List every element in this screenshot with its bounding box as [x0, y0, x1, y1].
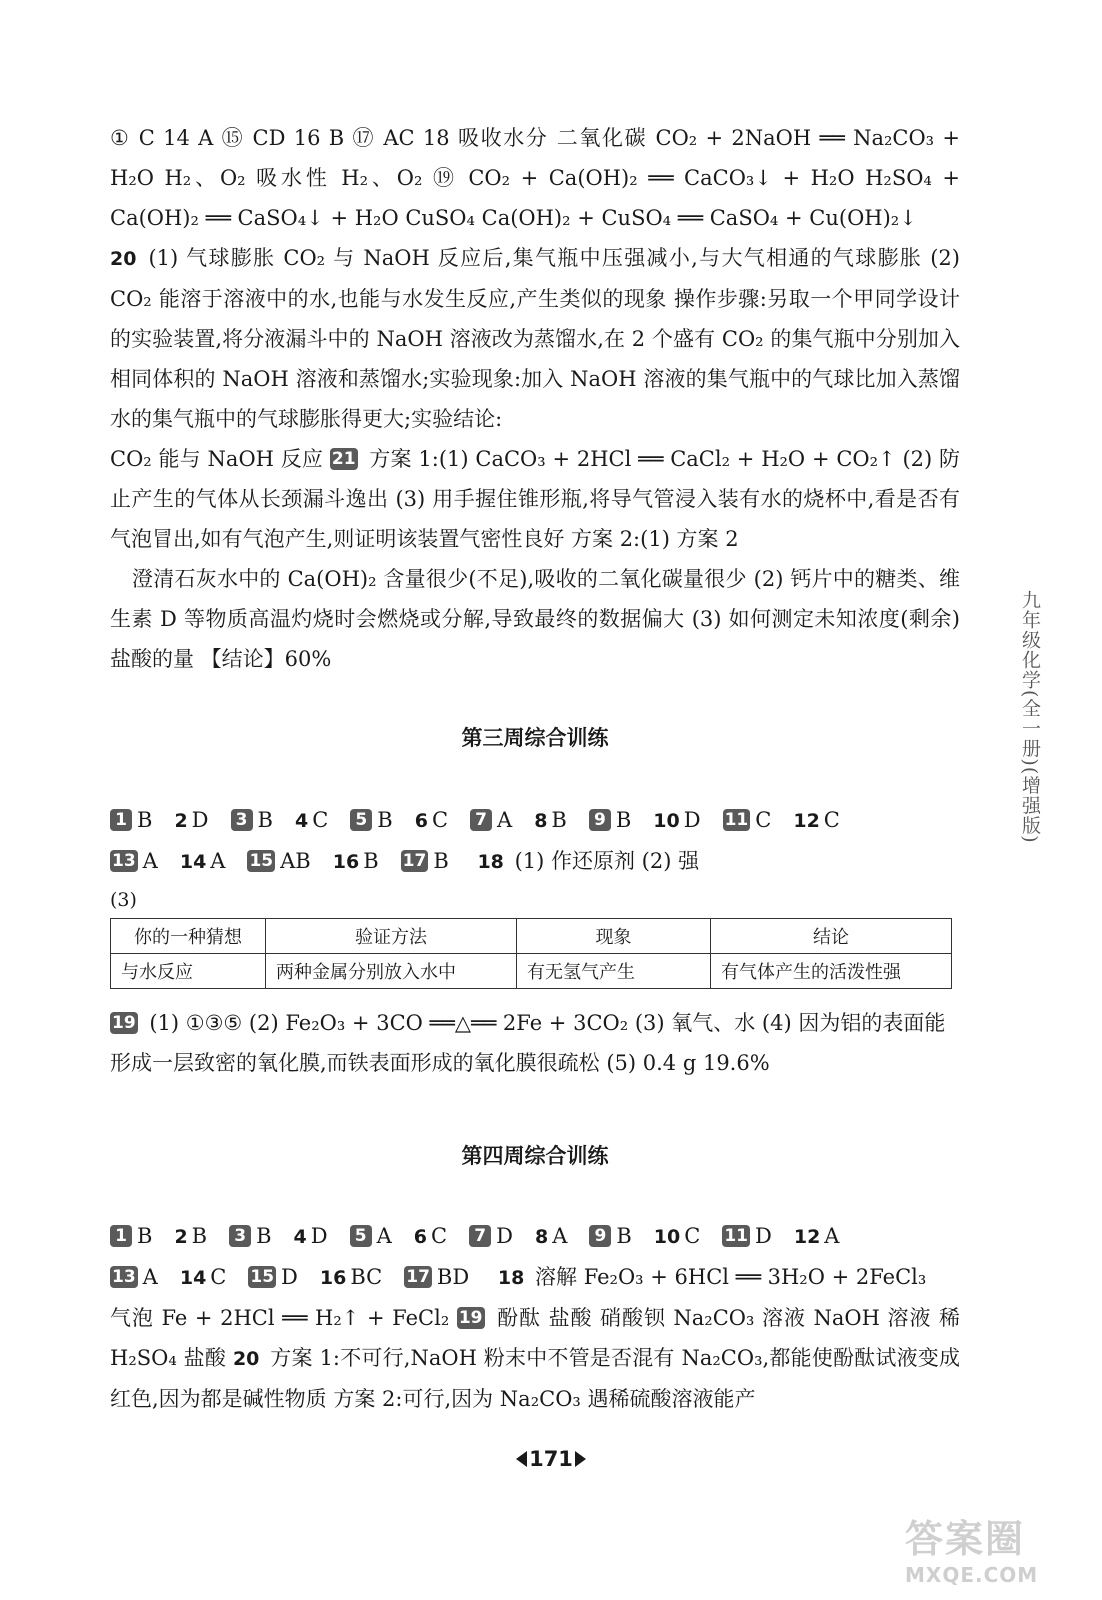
answer-letter: A: [142, 1265, 158, 1289]
week3-row2-choices: [110, 849, 471, 873]
week3-answers: [110, 800, 960, 1083]
answer-letter: C: [755, 808, 772, 832]
question-number: 7: [470, 809, 492, 831]
question-number: 13: [112, 851, 136, 871]
answer-letter: A: [376, 1224, 392, 1248]
answer-letter: D: [281, 1265, 298, 1289]
answer-letter: C: [431, 808, 449, 832]
answer-letter: BD: [436, 1265, 470, 1289]
w3-q19-line1: (1) ①③⑤ (2) Fe₂O₃ + 3CO ══△══ 2Fe + 3CO₂ (3) 氧气、水 (4) 因为铝的表面能: [149, 1011, 946, 1035]
q20-number: 20: [110, 248, 137, 270]
question-number: 12: [793, 810, 820, 832]
question-number: 9: [589, 809, 611, 831]
answer-letter: B: [377, 808, 393, 832]
answer-letter: A: [210, 849, 226, 873]
w3-q19-number: 19: [112, 1013, 136, 1033]
choice-answer: [110, 808, 152, 832]
question-number: 17: [406, 1267, 430, 1287]
answer-letter: B: [191, 1224, 208, 1248]
choice-answer: [589, 1224, 631, 1248]
choice-answer: [401, 849, 449, 873]
answer-letter: B: [616, 1224, 632, 1248]
table-row: [111, 954, 952, 989]
choice-answer: [470, 808, 512, 832]
question-number: 8: [534, 1226, 549, 1248]
question-number: 16: [319, 1267, 347, 1289]
choice-answer: [180, 1265, 227, 1289]
choice-answer: [295, 808, 328, 832]
question-number: 2: [174, 1226, 188, 1248]
question-number: 10: [653, 1226, 681, 1248]
table-cell: 有气体产生的活泼性强: [711, 954, 952, 989]
table-header: 验证方法: [266, 919, 517, 954]
question-number: 17: [402, 851, 427, 871]
table-cell: 两种金属分别放入水中: [266, 954, 517, 989]
answer-letter: D: [191, 808, 209, 832]
choice-answer: [231, 808, 273, 832]
answer-block-top: [110, 118, 960, 679]
answer-letter: B: [615, 808, 632, 832]
w4-q20-number: 20: [232, 1348, 260, 1370]
question-number: 1: [110, 1225, 132, 1247]
choice-answer: [654, 1224, 701, 1248]
w3-q18-part3: (3): [110, 889, 137, 911]
table-header: 现象: [517, 919, 711, 954]
answer-letter: A: [142, 849, 158, 873]
choice-answer: [723, 808, 772, 832]
choice-answer: [469, 1224, 513, 1248]
q21-text3: 澄清石灰水中的 Ca(OH)₂ 含量很少(不足),吸收的二氧化碳量很少 (2) 钙片中的糖类、维生素 D 等物质高温灼烧时会燃烧或分解,导致最终的数据偏大 (3) 如何测定未知浓度(剩余)盐酸的量 【结论】60%: [110, 567, 960, 671]
w4-q18-number: 18: [497, 1267, 525, 1289]
answer-letter: A: [552, 1224, 568, 1248]
answer-letter: B: [363, 849, 379, 873]
question-number: 15: [250, 1267, 275, 1287]
w4-q19-number: 19: [458, 1308, 483, 1328]
q21-text2: (2) 防止产生的气体从长颈漏斗逸出 (3) 用手握住锥形瓶,将导气管浸入装有水的烧杯中,看是否有气泡冒出,如有气泡产生,则证明该装置气密性良好 方案 2:(1) 方案 2: [110, 447, 961, 551]
w3-q18-number: 18: [477, 851, 504, 873]
question-number: 11: [724, 810, 749, 830]
right-triangle-icon: [575, 1451, 586, 1467]
table-header: 你的一种猜想: [111, 919, 266, 954]
answers-13-19: ① C 14 A ⑮ CD 16 B ⑰ AC 18 吸收水分 二氧化碳 CO₂ + 2NaOH ══ Na₂CO₃ + H₂O H₂、O₂ 吸水性 H₂、O₂ ⑲ CO₂ + Ca(OH)₂ ══ CaCO₃↓ + H₂O H₂SO₄ + Ca(OH)₂ ══ CaSO₄↓ + H₂O CuSO₄ Ca(OH)₂ + CuSO₄ ══ CaSO₄ + Cu(OH)₂↓: [110, 126, 960, 230]
question-number: 10: [653, 810, 680, 832]
answer-letter: A: [824, 1224, 840, 1248]
week3-title: 第三周综合训练: [461, 726, 609, 750]
answer-letter: BC: [350, 1265, 383, 1289]
week3-table: [110, 918, 952, 989]
q21-number: 21: [331, 449, 356, 469]
choice-answer: [653, 808, 700, 832]
question-number: 12: [793, 1226, 821, 1248]
q20-part1: (1) 气球膨胀 CO₂ 与 NaOH 反应后,集气瓶中压强减小,与大气相通的气球膨胀: [148, 246, 923, 270]
choice-answer: [110, 1224, 152, 1248]
answer-letter: C: [823, 808, 840, 832]
question-number: 14: [179, 1267, 207, 1289]
answer-letter: B: [433, 849, 449, 873]
choice-answer: [722, 1224, 772, 1248]
answer-letter: C: [312, 808, 329, 832]
answer-letter: B: [137, 1224, 153, 1248]
question-number: 8: [534, 810, 548, 832]
week4-title: 第四周综合训练: [461, 1144, 609, 1168]
week4-row1: [110, 1216, 960, 1257]
question-number: 11: [724, 1226, 748, 1246]
answer-letter: A: [497, 808, 513, 832]
answer-letter: AB: [280, 849, 311, 873]
w4-q18-text: 溶解 Fe₂O₃ + 6HCl ══ 3H₂O + 2FeCl₃: [535, 1265, 927, 1289]
question-number: 13: [112, 1267, 136, 1287]
question-number: 4: [294, 810, 309, 832]
choice-answer: [589, 808, 631, 832]
left-triangle-icon: [516, 1451, 527, 1467]
answer-letter: C: [684, 1224, 701, 1248]
choice-answer: [415, 808, 448, 832]
week4-row2: [110, 1257, 960, 1298]
q20-part2: (2) CO₂ 能溶于溶液中的水,也能与水发生反应,产生类似的现象 操作步骤:另取一个甲同学设计的实验装置,将分液漏斗中的 NaOH 溶液改为蒸馏水,在 2 个盛有 CO₂ 的集气瓶中分别加入相同体积的 NaOH 溶液和蒸馏水;实验现象:加入 NaOH 溶液的集气瓶中的气球比加入蒸馏水的集气瓶中的气球膨胀得更大;实验结论:: [110, 246, 960, 431]
week4-answers: [110, 1216, 960, 1419]
table-cell: 与水反应: [111, 954, 266, 989]
question-number: 14: [179, 851, 207, 873]
question-number: 2: [174, 810, 188, 832]
question-number: 9: [589, 1225, 611, 1247]
choice-answer: [294, 1224, 328, 1248]
q20-conclusion: CO₂ 能与 NaOH 反应: [110, 447, 324, 471]
choice-answer: [793, 808, 840, 832]
week3-row1: [110, 800, 960, 841]
table-cell: 有无氢气产生: [517, 954, 711, 989]
question-number: 3: [231, 809, 253, 831]
question-number: 1: [110, 809, 132, 831]
page-number: [0, 1447, 1102, 1471]
answer-letter: B: [257, 808, 273, 832]
w4-q19-text: 酚酞 盐酸 硝酸钡 Na₂CO₃ 溶液 NaOH 溶液 稀 H₂SO₄ 盐酸: [110, 1306, 960, 1370]
page-number-text: 171: [529, 1447, 573, 1471]
w4-q18-q19: [110, 1298, 960, 1419]
w3-q18-text: (1) 作还原剂 (2) 强: [514, 849, 700, 873]
answer-letter: B: [551, 808, 567, 832]
watermark-en: MXQE.COM: [905, 1563, 1039, 1587]
choice-answer: [247, 849, 310, 873]
w4-q18-line2: 气泡 Fe + 2HCl ══ H₂↑ + FeCl₂: [110, 1306, 450, 1330]
choice-answer: [350, 1224, 392, 1248]
choice-answer: [174, 1224, 207, 1248]
choice-answer: [534, 808, 567, 832]
question-number: 6: [413, 1226, 428, 1248]
answer-letter: C: [210, 1265, 227, 1289]
choice-answer: [110, 849, 158, 873]
question-number: 16: [332, 851, 360, 873]
question-number: 7: [469, 1225, 491, 1247]
answer-letter: D: [310, 1224, 328, 1248]
watermark-logo: [905, 1508, 1085, 1588]
choice-answer: [414, 1224, 447, 1248]
question-number: 5: [350, 809, 372, 831]
choice-answer: [350, 808, 392, 832]
choice-answer: [180, 849, 226, 873]
answer-letter: B: [137, 808, 153, 832]
answer-letter: D: [755, 1224, 772, 1248]
choice-answer: [404, 1265, 469, 1289]
w3-q19: [110, 1003, 960, 1043]
answer-letter: C: [431, 1224, 448, 1248]
choice-answer: [794, 1224, 840, 1248]
week4-row2-choices: [110, 1265, 491, 1289]
choice-answer: [320, 1265, 382, 1289]
question-number: 6: [414, 810, 428, 832]
w3-q19-line2: 形成一层致密的氧化膜,而铁表面形成的氧化膜很疏松 (5) 0.4 g 19.6%: [110, 1051, 770, 1075]
book-title-sidebar: 九年级化学(全一册)(增强版): [1019, 590, 1041, 844]
week3-row2: [110, 841, 960, 882]
choice-answer: [174, 808, 208, 832]
answer-letter: D: [496, 1224, 513, 1248]
table-header-row: [111, 919, 952, 954]
choice-answer: [229, 1224, 271, 1248]
table-header: 结论: [711, 919, 952, 954]
answer-letter: D: [683, 808, 701, 832]
question-number: 3: [229, 1225, 251, 1247]
question-20: [110, 238, 960, 439]
choice-answer: [535, 1224, 567, 1248]
watermark-cn: 答案圈: [905, 1517, 1026, 1561]
choice-answer: [333, 849, 379, 873]
question-number: 15: [249, 851, 274, 871]
choice-answer: [248, 1265, 298, 1289]
question-21: [110, 439, 960, 559]
q21-scheme1: 方案 1:(1) CaCO₃ + 2HCl ══ CaCl₂ + H₂O + CO₂↑: [369, 447, 896, 471]
choice-answer: [110, 1265, 158, 1289]
answer-letter: B: [256, 1224, 272, 1248]
question-number: 5: [350, 1225, 372, 1247]
w4-q20-text: 方案 1:不可行,NaOH 粉末中不管是否混有 Na₂CO₃,都能使酚酞试液变成红色,因为都是碱性物质 方案 2:可行,因为 Na₂CO₃ 遇稀硫酸溶液能产: [110, 1346, 960, 1411]
question-number: 4: [293, 1226, 307, 1248]
